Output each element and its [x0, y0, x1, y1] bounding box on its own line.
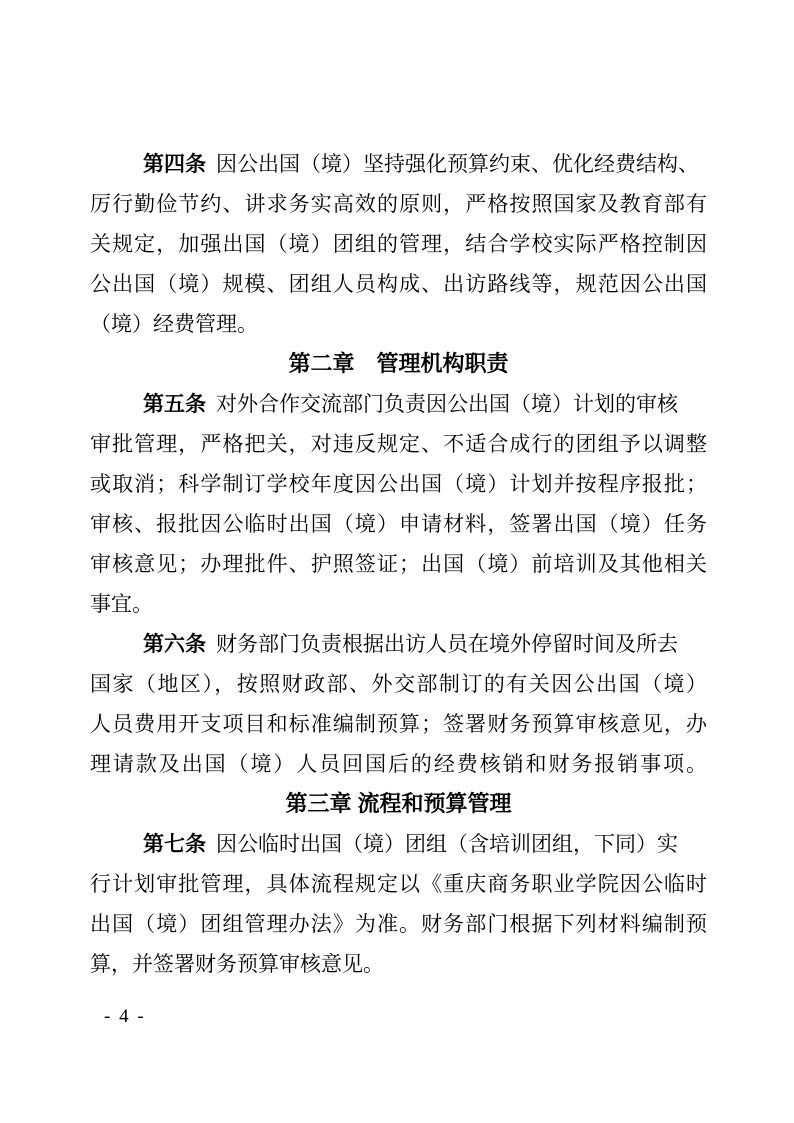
paragraph-article-5 [90, 384, 707, 624]
text-run: 因公出国（境）坚持强化预算约束、优化经费结构、 [216, 152, 699, 176]
text-line: 国家（地区），按照财政部、外交部制订的有关因公出国（境） [90, 672, 707, 696]
text-line: 关规定，加强出国（境）团组的管理，结合学校实际严格控制因 [90, 232, 707, 256]
text-line: 公出国（境）规模、团组人员构成、出访路线等，规范因公出国 [90, 272, 707, 296]
text-line: 理请款及出国（境）人员回国后的经费核销和财务报销事项。 [90, 752, 707, 776]
text-line: 或取消；科学制订学校年度因公出国（境）计划并按程序报批； [90, 472, 707, 496]
paragraph-article-7 [90, 824, 707, 984]
text-line [90, 624, 707, 664]
article-number: 第七条 [143, 832, 206, 856]
text-line: 厉行勤俭节约、讲求务实高效的原则，严格按照国家及教育部有 [90, 192, 707, 216]
text-run: 对外合作交流部门负责因公出国（境）计划的审核 [216, 392, 678, 416]
text-line: 人员费用开支项目和标准编制预算；签署财务预算审核意见，办 [90, 712, 707, 736]
article-number: 第六条 [143, 632, 206, 656]
page-number: - 4 - [104, 1006, 146, 1027]
text-line: （境）经费管理。 [90, 312, 258, 336]
paragraph-article-6 [90, 624, 707, 784]
article-number: 第四条 [143, 152, 206, 176]
text-line: 出国（境）团组管理办法》为准。财务部门根据下列材料编制预 [90, 912, 707, 936]
text-line: 行计划审批管理，具体流程规定以《重庆商务职业学院因公临时 [90, 872, 707, 896]
text-run: 财务部门负责根据出访人员在境外停留时间及所去 [216, 632, 678, 656]
chapter-heading-2: 第二章 管理机构职责 [288, 351, 509, 376]
chapter-heading-3: 第三章 流程和预算管理 [285, 791, 512, 816]
text-line: 事宜。 [90, 592, 153, 616]
text-line [90, 144, 707, 184]
text-line: 审批管理，严格把关，对违反规定、不适合成行的团组予以调整 [90, 432, 707, 456]
text-line [90, 824, 707, 864]
paragraph-article-4 [90, 144, 707, 344]
text-run: 因公临时出国（境）团组（含培训团组，下同）实 [216, 832, 678, 856]
text-line [90, 384, 707, 424]
text-line: 审核、报批因公临时出国（境）申请材料，签署出国（境）任务 [90, 512, 707, 536]
document-content [90, 144, 707, 984]
text-line: 审核意见；办理批件、护照签证；出国（境）前培训及其他相关 [90, 552, 707, 576]
text-line: 算，并签署财务预算审核意见。 [90, 952, 384, 976]
article-number: 第五条 [143, 392, 206, 416]
